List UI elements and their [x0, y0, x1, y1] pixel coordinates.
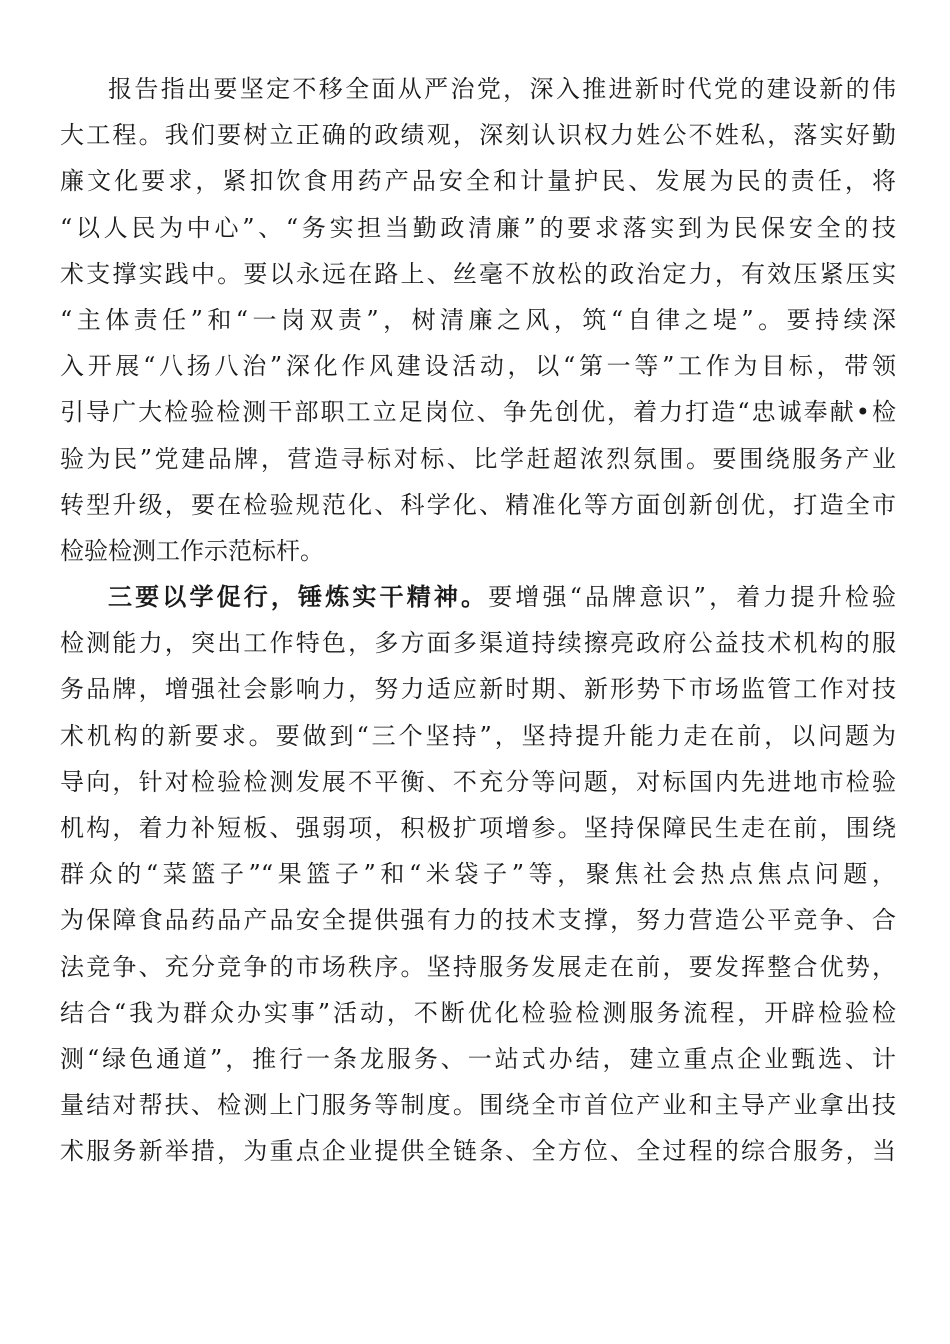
paragraph-line: 结合“我为群众办实事”活动，不断优化检验检测服务流程，开辟检验检 — [60, 998, 896, 1027]
paragraph-line: 检测能力，突出工作特色，多方面多渠道持续擦亮政府公益技术机构的服 — [60, 629, 896, 658]
paragraph-line: 导向，针对检验检测发展不平衡、不充分等问题，对标国内先进地市检验 — [60, 767, 896, 796]
paragraph-line: 术服务新举措，为重点企业提供全链条、全方位、全过程的综合服务，当 — [60, 1137, 896, 1166]
paragraph-line: 术机构的新要求。要做到“三个坚持”，坚持提升能力走在前，以问题为 — [60, 721, 896, 750]
paragraph-practice — [60, 574, 896, 1174]
paragraph-line: 测“绿色通道”，推行一条龙服务、一站式办结，建立重点企业甄选、计 — [60, 1044, 896, 1073]
document-page — [60, 66, 896, 1175]
paragraph-line: 引导广大检验检测干部职工立足岗位、争先创优，着力打造“忠诚奉献•检 — [60, 398, 896, 427]
paragraph-line-rest: 要增强“品牌意识”，着力提升检验 — [488, 583, 896, 612]
paragraph-line: 术支撑实践中。要以永远在路上、丝毫不放松的政治定力，有效压紧压实 — [60, 259, 896, 288]
paragraph-line: 群众的“菜篮子”“果篮子”和“米袋子”等，聚焦社会热点焦点问题， — [60, 860, 896, 889]
paragraph-line: 机构，着力补短板、强弱项，积极扩项增参。坚持保障民生走在前，围绕 — [60, 814, 896, 842]
paragraph-line: 转型升级，要在检验规范化、科学化、精准化等方面创新创优，打造全市 — [60, 490, 896, 519]
paragraph-line: 报告指出要坚定不移全面从严治党，深入推进新时代党的建设新的伟 — [108, 75, 896, 103]
paragraph-line: 法竞争、充分竞争的市场秩序。坚持服务发展走在前，要发挥整合优势， — [60, 952, 896, 981]
paragraph-line: 验为民”党建品牌，营造寻标对标、比学赶超浓烈氛围。要围绕服务产业 — [60, 444, 896, 473]
section-heading: 三要以学促行，锤炼实干精神。 — [108, 583, 489, 612]
paragraph-line: 检验检测工作示范标杆。 — [60, 536, 324, 565]
paragraph-line: 大工程。我们要树立正确的政绩观，深刻认识权力姓公不姓私，落实好勤 — [60, 121, 896, 150]
paragraph-line: 务品牌，增强社会影响力，努力适应新时期、新形势下市场监管工作对技 — [60, 675, 896, 704]
paragraph-line: 为保障食品药品产品安全提供强有力的技术支撑，努力营造公平竞争、合 — [60, 906, 896, 935]
paragraph-line: 廉文化要求，紧扣饮食用药产品安全和计量护民、发展为民的责任，将 — [60, 167, 896, 196]
paragraph-line: 量结对帮扶、检测上门服务等制度。围绕全市首位产业和主导产业拿出技 — [60, 1091, 896, 1120]
paragraph-line: 入开展“八扬八治”深化作风建设活动，以“第一等”工作为目标，带领 — [60, 352, 896, 381]
paragraph-line: “主体责任”和“一岗双责”，树清廉之风，筑“自律之堤”。要持续深 — [60, 305, 896, 334]
paragraph-party-building — [60, 66, 896, 574]
paragraph-line: “以人民为中心”、“务实担当勤政清廉”的要求落实到为民保安全的技 — [60, 213, 896, 242]
paragraph-first-line — [60, 574, 896, 620]
